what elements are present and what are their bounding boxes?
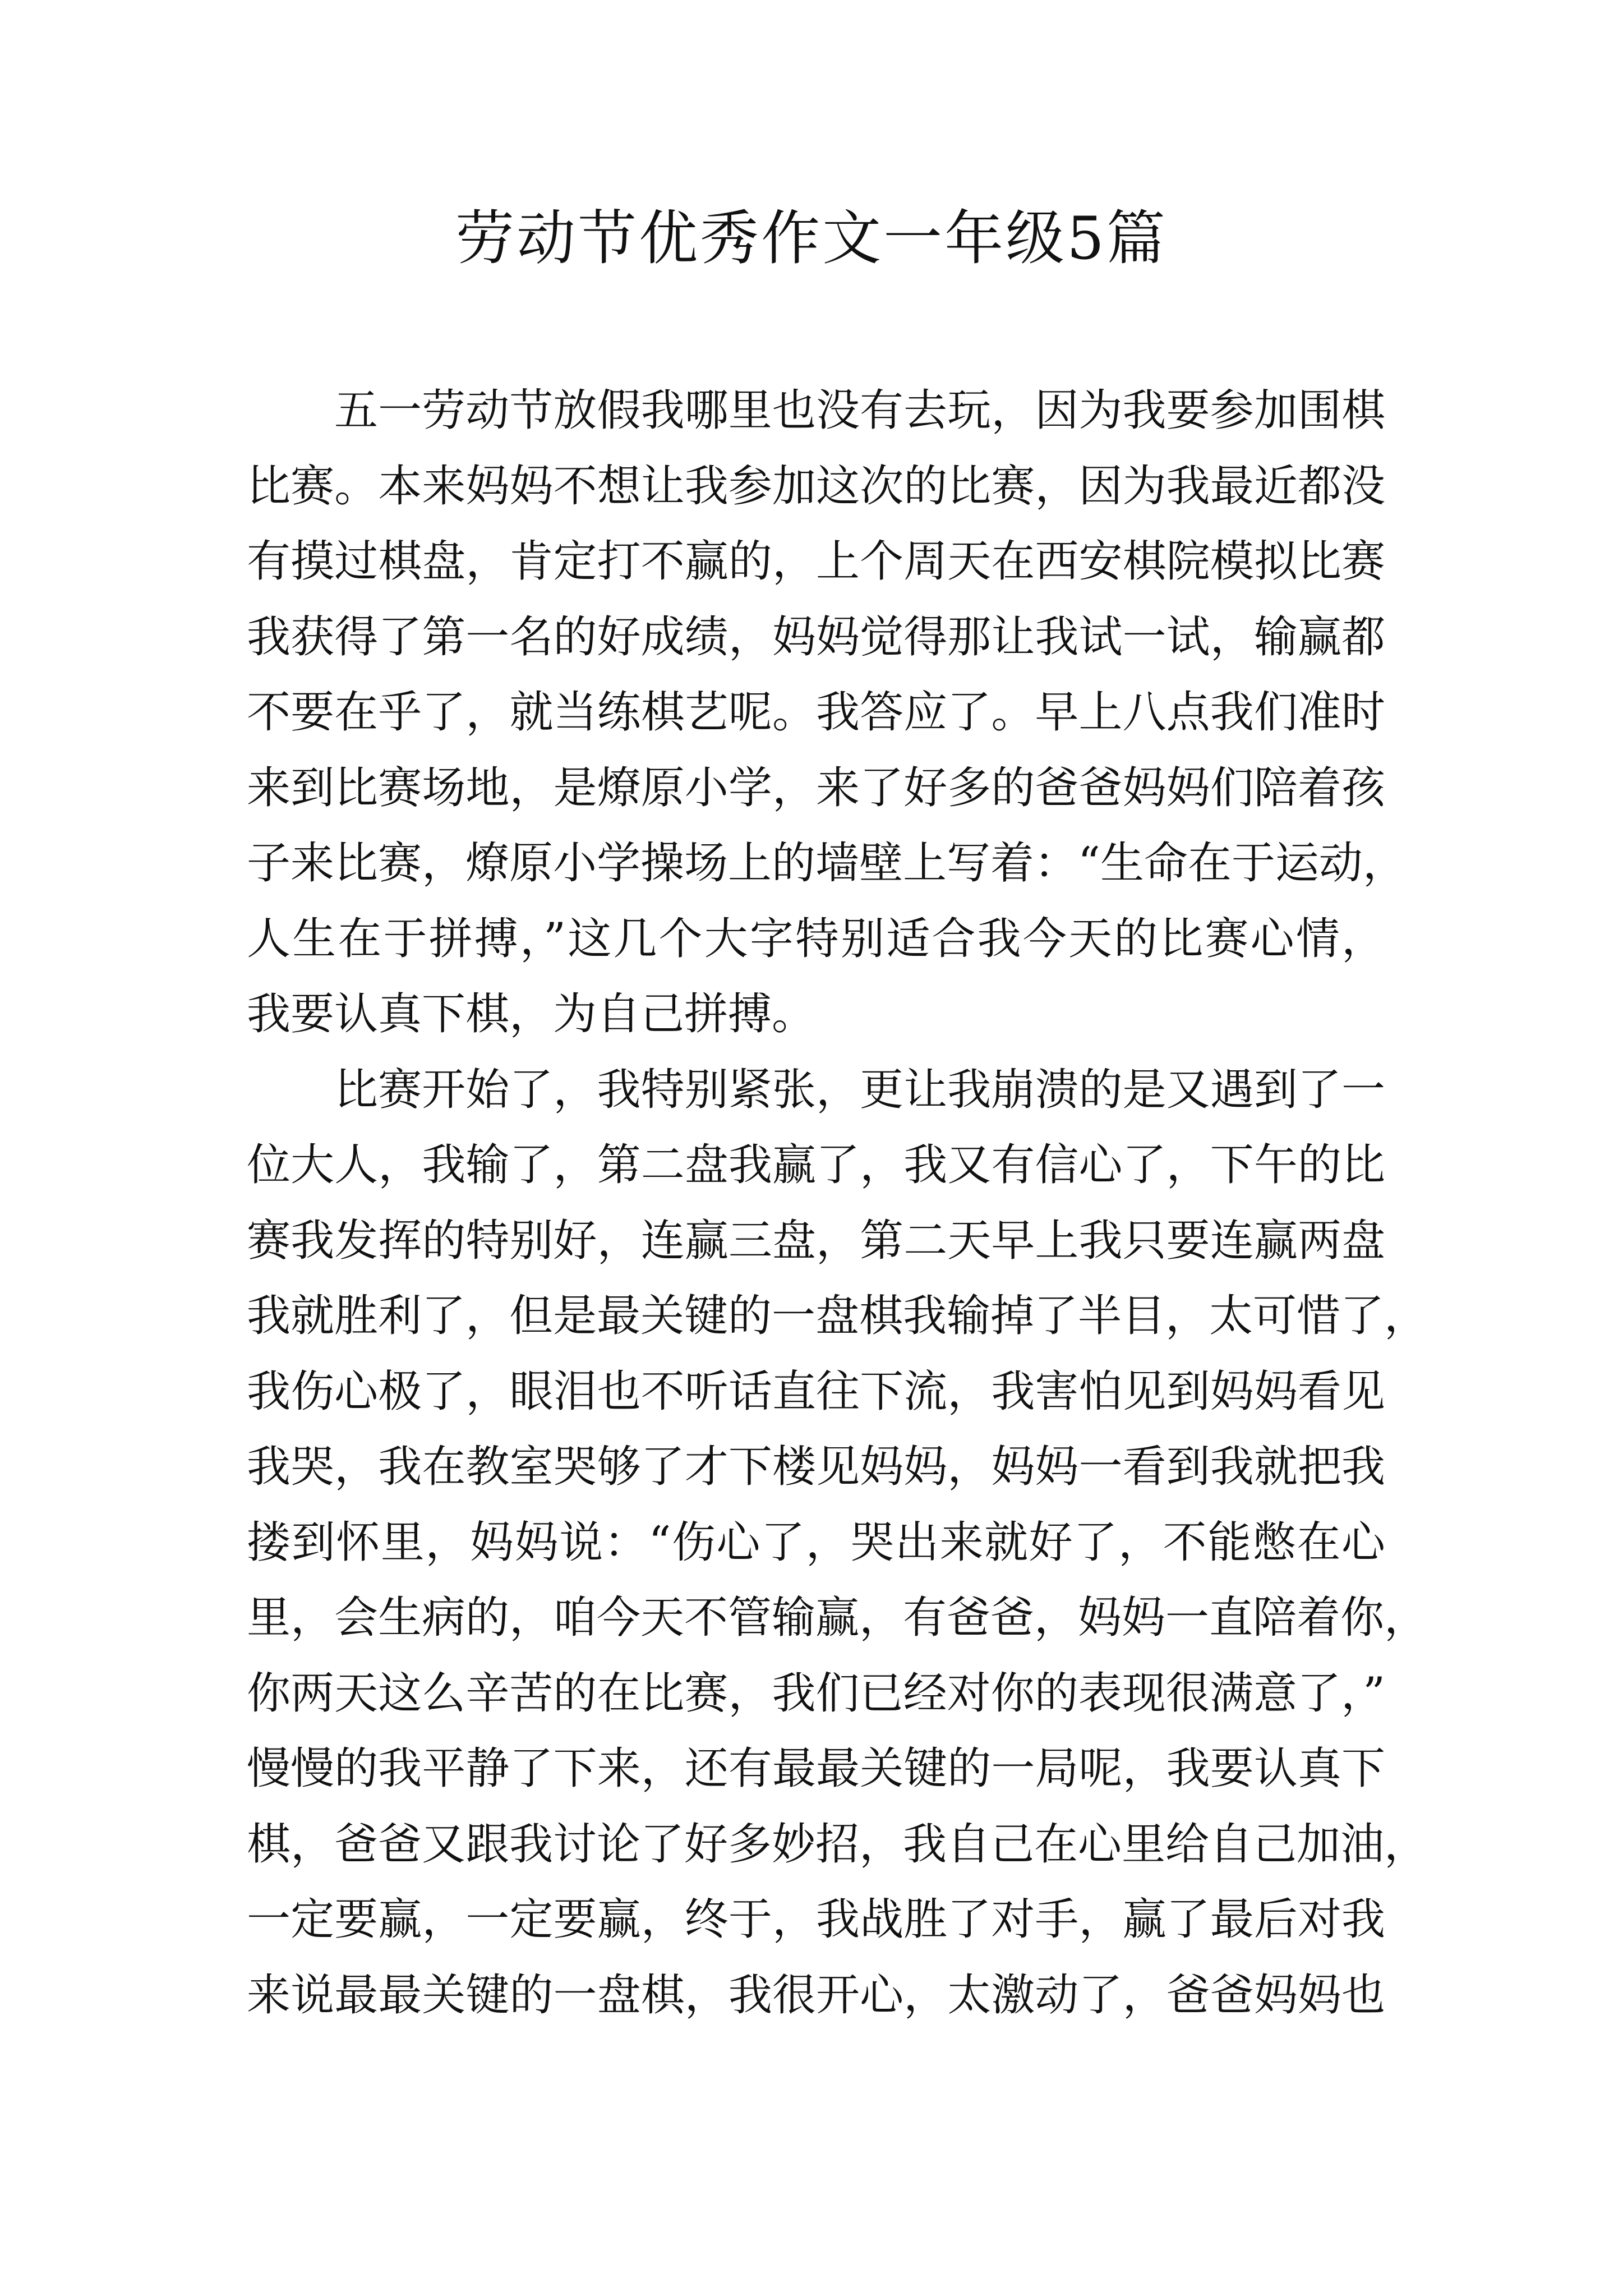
document-title: 劳动节优秀作文一年级5篇 — [455, 204, 1168, 273]
document-body — [247, 373, 1428, 2033]
text-line: 我哭，我在教室哭够了才下楼见妈妈，妈妈一看到我就把我 — [247, 1442, 1385, 1492]
text-line: 一定要赢，一定要赢，终于，我战胜了对手，赢了最后对我 — [247, 1894, 1385, 1945]
text-line: 位大人，我输了，第二盘我赢了，我又有信心了，下午的比 — [247, 1140, 1385, 1190]
text-line: 来说最最关键的一盘棋，我很开心，太激动了，爸爸妈妈也 — [247, 1970, 1385, 2021]
paragraph — [247, 373, 1407, 1052]
text-line: 子来比赛，燎原小学操场上的墙壁上写着：“生命在于运动， — [247, 838, 1407, 889]
text-line: 搂到怀里，妈妈说：“伤心了，哭出来就好了，不能憋在心 — [247, 1517, 1385, 1568]
text-line: 赛我发挥的特别好，连赢三盘，第二天早上我只要连赢两盘 — [247, 1215, 1385, 1266]
text-line: 不要在乎了，就当练棋艺呢。我答应了。早上八点我们准时 — [247, 687, 1385, 738]
text-line: 来到比赛场地，是燎原小学，来了好多的爸爸妈妈们陪着孩 — [247, 762, 1385, 813]
text-line: 我伤心极了，眼泪也不听话直往下流，我害怕见到妈妈看见 — [247, 1366, 1385, 1417]
text-line: 人生在于拼搏，”这几个大字特别适合我今天的比赛心情， — [247, 913, 1385, 964]
text-line: 有摸过棋盘，肯定打不赢的，上个周天在西安棋院模拟比赛 — [247, 536, 1385, 587]
text-line: 比赛开始了，我特别紧张，更让我崩溃的是又遇到了一 — [334, 1064, 1385, 1115]
text-line: 我获得了第一名的好成绩，妈妈觉得那让我试一试，输赢都 — [247, 611, 1385, 662]
text-line: 我就胜利了，但是最关键的一盘棋我输掉了半目，太可惜了， — [247, 1291, 1428, 1341]
text-line: 我要认真下棋，为自己拼搏。 — [247, 989, 816, 1039]
text-line: 慢慢的我平静了下来，还有最最关键的一局呢，我要认真下 — [247, 1743, 1385, 1794]
text-line: 比赛。本来妈妈不想让我参加这次的比赛，因为我最近都没 — [247, 461, 1385, 512]
text-line: 五一劳动节放假我哪里也没有去玩，因为我要参加围棋 — [334, 385, 1385, 436]
text-line: 棋，爸爸又跟我讨论了好多妙招，我自己在心里给自己加油， — [247, 1819, 1428, 1870]
paragraph — [247, 1052, 1428, 2033]
text-line: 里，会生病的，咱今天不管输赢，有爸爸，妈妈一直陪着你， — [247, 1593, 1428, 1643]
text-line: 你两天这么辛苦的在比赛，我们已经对你的表现很满意了，” — [247, 1668, 1385, 1719]
